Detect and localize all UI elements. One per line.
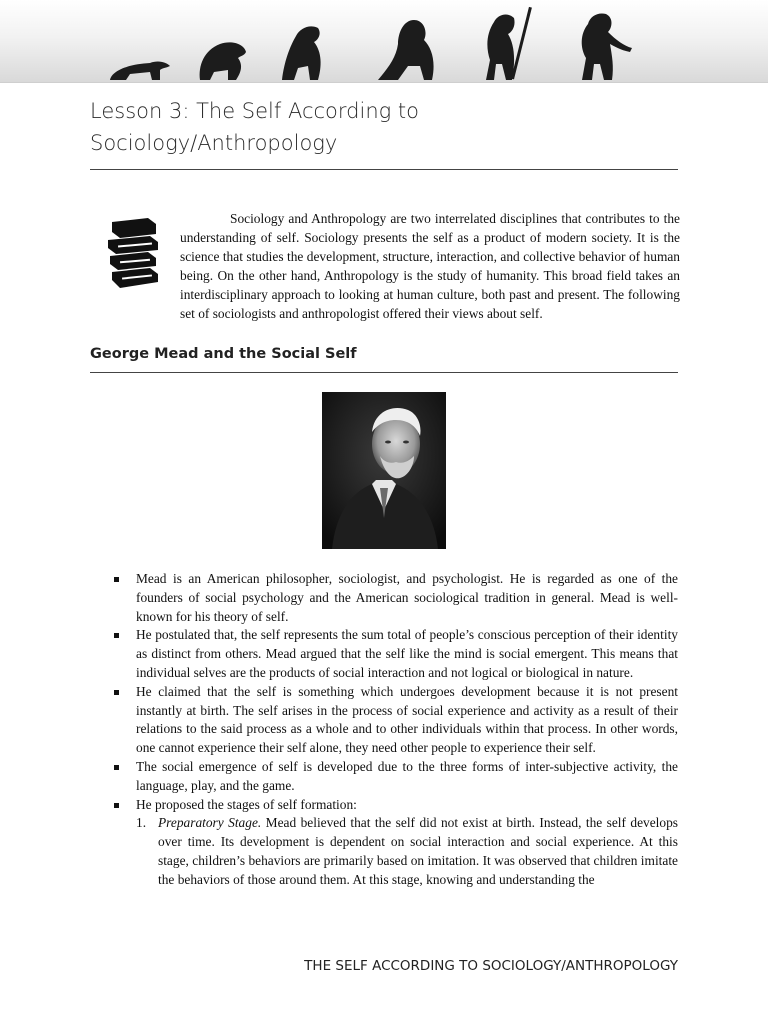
list-item: [90, 758, 678, 796]
header-banner: [0, 0, 768, 83]
bullet-marker: [114, 765, 119, 770]
list-item: [90, 683, 678, 758]
lesson-title-line1: Lesson 3: The Self According to: [90, 99, 419, 123]
bullet-text: He proposed the stages of self formation:: [136, 796, 357, 812]
section-divider: [90, 372, 678, 373]
list-item: [90, 626, 678, 682]
section-title: George Mead and the Social Self: [90, 346, 357, 362]
bullet-marker: [114, 803, 119, 808]
page-footer: THE SELF ACCORDING TO SOCIOLOGY/ANTHROPOLOGY: [304, 958, 678, 974]
list-item: [90, 570, 678, 626]
stage-item: [136, 814, 678, 889]
stage-number: 1.: [136, 815, 147, 831]
bullet-marker: [114, 690, 119, 695]
title-divider: [90, 169, 678, 170]
stage-text: Mead believed that the self did not exist at birth. Instead, the self develops over time. Its development is dependent on social interaction and social experience. At this stage, children’s behaviors are primarily based on imitation. It was observed that children imitate the behaviors of those around them. At this stage, knowing and understanding the: [158, 815, 679, 887]
lesson-title: [90, 95, 680, 159]
human-evolution-icon: [0, 0, 768, 82]
stage-title: Preparatory Stage.: [158, 815, 266, 831]
books-stack-icon: [104, 218, 162, 290]
bullet-text: He claimed that the self is something which undergoes development because it is not present instantly at birth. The self arises in the process of social experience and activity as a result of their relations to the said process as a whole and to other individuals within that process. In other words, one cannot experience their self alone, they need other people to experience their self.: [136, 683, 678, 756]
bullet-marker: [114, 577, 119, 582]
george-mead-portrait: [322, 392, 446, 549]
bullet-text: Mead is an American philosopher, sociologist, and psychologist. He is regarded as one of the founders of social psychology and the American sociological tradition in general. Mead is well-known for his theory of self.: [136, 571, 678, 624]
bullet-text: The social emergence of self is developed due to the three forms of inter-subjective activity, the language, play, and the game.: [136, 758, 678, 793]
portrait-image: [322, 392, 446, 549]
list-item: [90, 796, 678, 890]
lesson-title-line2: Sociology/Anthropology: [90, 131, 338, 155]
intro-paragraph: Sociology and Anthropology are two interrelated disciplines that contributes to the understanding of self. Sociology presents the self as a product of modern society. It is the science that studies the development, structure, interaction, and collective behavior of human being. On the other hand, Anthropology is the study of humanity. This broad field takes an interdisciplinary approach to looking at human culture, both past and present. The following set of sociologists and anthropologist offered their views about self.: [180, 211, 680, 321]
bullet-list: [90, 570, 678, 890]
bullet-marker: [114, 633, 119, 638]
bullet-text: He postulated that, the self represents the sum total of people’s conscious perception of their identity as distinct from others. Mead argued that the self like the mind is social emergent. This means that individual selves are the products of social interaction and not logical or biological in nature.: [136, 627, 678, 680]
stages-list: [136, 814, 678, 889]
